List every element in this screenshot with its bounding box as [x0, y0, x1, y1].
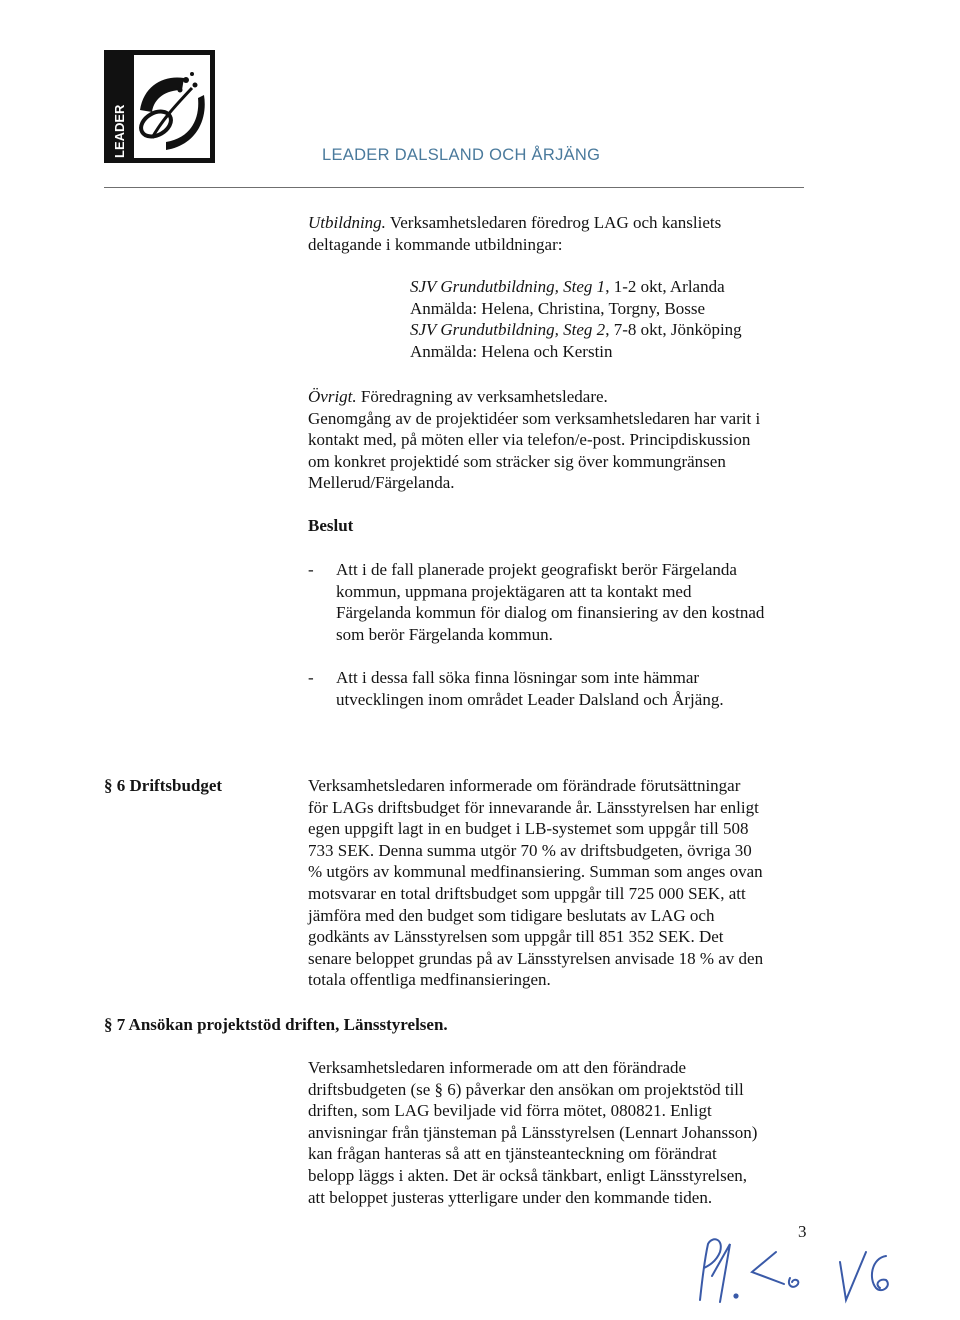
section-7-line: att beloppet justeras ytterligare under den kommande tiden. — [308, 1187, 713, 1207]
section-6-heading: § 6 Driftsbudget — [104, 776, 223, 795]
ovrigt-text: Föredragning av verksamhetsledare. — [356, 387, 608, 406]
utbildning-label: Utbildning. — [308, 213, 386, 232]
section-6-line: % utgörs av kommunal medfinansiering. Summan som anges ovan — [308, 862, 763, 882]
bullet-line: utvecklingen inom området Leader Dalsland och Årjäng. — [336, 689, 724, 709]
utbildning-paragraph — [308, 212, 828, 255]
section-7-heading: § 7 Ansökan projektstöd driften, Länsstyrelsen. — [104, 1015, 448, 1034]
section-6-line: egen uppgift lagt in en budget i LB-systemet som uppgår till 508 — [308, 819, 749, 839]
section-7-line: belopp läggs i akten. Det är också tänkbart, enligt Länsstyrelsen, — [308, 1165, 748, 1185]
section-6-line: senare beloppet grundas på av Länsstyrelsen anvisade 18 % av den — [308, 948, 764, 968]
course-list — [410, 276, 830, 362]
section-7-body — [308, 1057, 828, 1208]
section-6-body — [308, 775, 828, 991]
course-detail: , 7-8 okt, Jönköping — [605, 320, 742, 340]
bullet-line: som berör Färgelanda kommun. — [336, 624, 553, 644]
section-6-line: för LAGs driftsbudget för innevarande år. Länsstyrelsen har enligt — [308, 797, 759, 817]
section-7-line: driftsbudgeten (se § 6) påverkar den ansökan om projektstöd till — [308, 1079, 744, 1099]
section-6-line: Verksamhetsledaren informerade om förändrade förutsättningar — [308, 776, 741, 795]
ovrigt-label: Övrigt. — [308, 387, 357, 406]
ovrigt-line: Genomgång av de projektidéer som verksamhetsledaren har varit i — [308, 408, 761, 428]
bullet-line: kommun, uppmana projektägaren att ta kontakt med — [336, 581, 692, 601]
svg-text:LEADER: LEADER — [112, 104, 127, 158]
organization-name: LEADER DALSLAND OCH ÅRJÄNG — [322, 146, 601, 164]
course-name: SJV Grundutbildning, Steg 1 — [410, 277, 606, 296]
ovrigt-line: om konkret projektidé som sträcker sig över kommungränsen — [308, 451, 726, 471]
handwritten-initials — [690, 1222, 920, 1312]
utbildning-text-2: deltagande i kommande utbildningar: — [308, 234, 563, 254]
section-6-line: jämföra med den budget som tidigare beslutats av LAG och — [308, 905, 715, 925]
utbildning-text: Verksamhetsledaren föredrog LAG och kansliets — [385, 213, 722, 232]
leader-logo — [104, 50, 215, 163]
section-6-line: godkänts av Länsstyrelsen som uppgår till 851 352 SEK. Det — [308, 927, 724, 947]
bullet-line: Färgelanda kommun för dialog om finansiering av den kostnad — [336, 603, 765, 623]
header-divider — [104, 187, 804, 188]
beslut-bullet — [308, 559, 836, 645]
course-attendees: Anmälda: Helena, Christina, Torgny, Bosse — [410, 298, 706, 318]
bullet-line: Att i dessa fall söka finna lösningar som inte hämmar — [336, 668, 700, 687]
section-6-line: totala offentliga medfinansieringen. — [308, 970, 551, 990]
course-detail: , 1-2 okt, Arlanda — [605, 277, 725, 296]
bullet-line: Att i de fall planerade projekt geografiskt berör Färgelanda — [336, 560, 737, 579]
ovrigt-line: kontakt med, på möten eller via telefon/e-post. Principdiskussion — [308, 430, 751, 450]
ovrigt-line: Mellerud/Färgelanda. — [308, 473, 455, 493]
beslut-bullet — [308, 667, 836, 710]
bullet-dash: - — [308, 668, 314, 687]
page-number: 3 — [798, 1222, 807, 1241]
ovrigt-paragraph — [308, 386, 828, 494]
beslut-heading: Beslut — [308, 516, 354, 535]
section-6-line: 733 SEK. Denna summa utgör 70 % av driftsbudgeten, övriga 30 — [308, 840, 752, 860]
bullet-dash: - — [308, 560, 314, 579]
course-attendees: Anmälda: Helena och Kerstin — [410, 341, 613, 361]
course-name: SJV Grundutbildning, Steg 2 — [410, 320, 606, 340]
section-7-line: kan frågan hanteras så att en tjänsteanteckning om förändrat — [308, 1144, 717, 1164]
section-7-line: Verksamhetsledaren informerade om att den förändrade — [308, 1058, 687, 1077]
section-7-line: anvisningar från tjänsteman på Länsstyrelsen (Lennart Johansson) — [308, 1122, 758, 1142]
section-6-line: motsvarar en total driftsbudget som uppgår till 725 000 SEK, att — [308, 883, 746, 903]
section-7-line: driften, som LAG beviljade vid förra mötet, 080821. Enligt — [308, 1101, 712, 1121]
